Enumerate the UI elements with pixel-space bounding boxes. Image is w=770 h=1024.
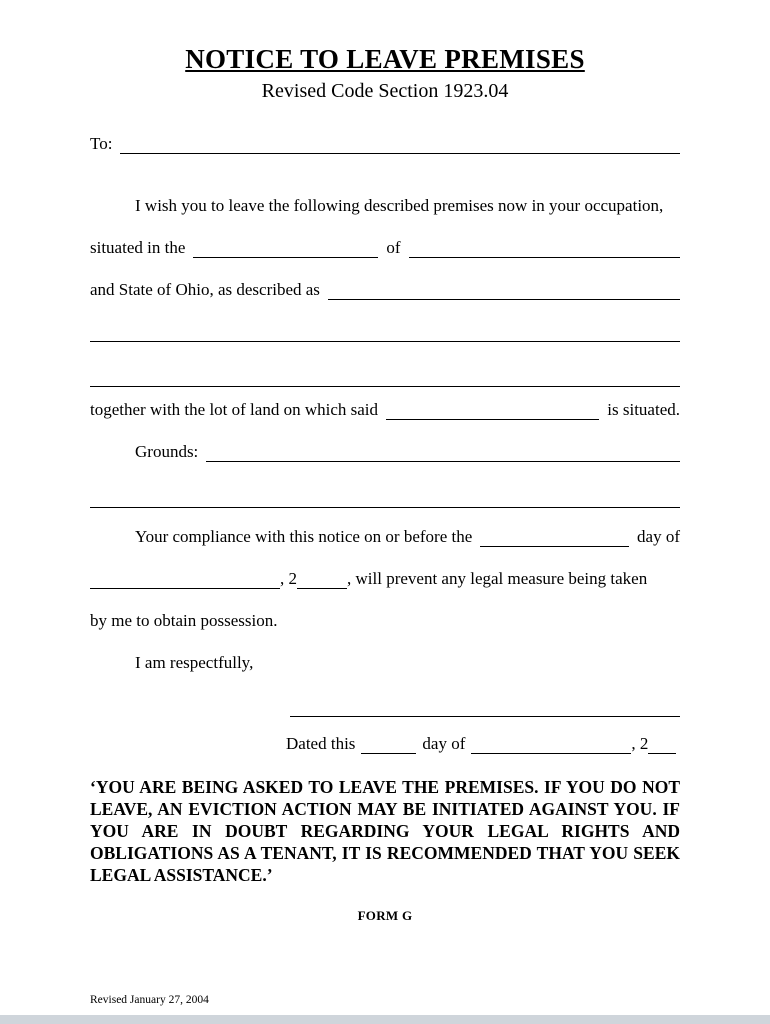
form-id-label: FORM G	[357, 907, 413, 923]
grounds-row	[90, 442, 680, 462]
page-bottom-edge	[0, 1015, 770, 1024]
prevent-label: , will prevent any legal measure being taken	[347, 568, 648, 588]
year-fill-line[interactable]	[297, 569, 347, 589]
signature-row	[90, 698, 680, 718]
description-fill-line-2[interactable]	[90, 322, 680, 342]
grounds-fill-line-1[interactable]	[206, 443, 680, 463]
county-fill-line[interactable]	[409, 238, 680, 258]
together-row	[90, 400, 680, 420]
dated-label: Dated this	[286, 734, 356, 754]
description-fill-line-3[interactable]	[90, 368, 680, 388]
township-fill-line[interactable]	[193, 238, 378, 258]
dated-year-fill-line[interactable]	[648, 735, 676, 755]
is-situated-label: is situated.	[607, 400, 680, 420]
dated-day-fill-line[interactable]	[361, 735, 416, 755]
grounds-fill-line-2[interactable]	[90, 488, 680, 508]
state-row	[90, 280, 680, 300]
blank-row-1	[90, 322, 680, 342]
compliance-day-fill-line[interactable]	[480, 527, 629, 547]
description-fill-line-1[interactable]	[328, 280, 680, 300]
revision-date-note: Revised January 27, 2004	[90, 994, 209, 1006]
premises-fill-line[interactable]	[386, 401, 599, 421]
dated-comma-two-label: , 2	[631, 734, 649, 754]
month-fill-line[interactable]	[90, 569, 280, 589]
signature-fill-line[interactable]	[290, 698, 680, 718]
state-label: and State of Ohio, as described as	[90, 280, 320, 299]
dated-row	[90, 734, 680, 754]
day-of-label: day of	[637, 526, 680, 546]
blank-row-2	[90, 368, 680, 388]
compliance-row	[90, 527, 680, 547]
to-row	[90, 134, 680, 154]
prevent-row	[90, 569, 680, 589]
grounds-label: Grounds:	[135, 442, 199, 462]
intro-row	[90, 196, 680, 216]
to-fill-line[interactable]	[120, 134, 680, 154]
together-label: together with the lot of land on which said	[90, 400, 378, 420]
situated-label: situated in the	[90, 238, 186, 257]
intro-text: I wish you to leave the following described premises now in your occupation,	[135, 196, 664, 215]
possession-row	[90, 611, 680, 631]
comma-two-label: , 2	[280, 568, 297, 588]
compliance-label: Your compliance with this notice on or before the	[135, 526, 473, 546]
blank-row-3	[90, 488, 680, 508]
respectfully-row	[90, 653, 680, 673]
possession-label: by me to obtain possession.	[90, 610, 278, 630]
page-subtitle: Revised Code Section 1923.04	[261, 80, 509, 102]
dated-month-fill-line[interactable]	[471, 735, 631, 755]
tenant-warning-text: ‘YOU ARE BEING ASKED TO LEAVE THE PREMISES. IF YOU DO NOT LEAVE, AN EVICTION ACTION MAY BE INITIATED AGAINST YOU. IF YOU ARE IN DOUBT REGARDING YOUR LEGAL RIGHTS AND OBLIGATIONS AS A TENANT, IT IS RECOMMENDED THAT YOU SEEK LEGAL ASSISTANCE.’	[90, 777, 680, 885]
respectfully-label: I am respectfully,	[135, 652, 254, 672]
dated-day-of-label: day of	[422, 734, 466, 754]
of-label: of	[386, 238, 401, 257]
page-title: NOTICE TO LEAVE PREMISES	[185, 44, 585, 74]
situated-row	[90, 238, 680, 258]
to-label: To:	[90, 134, 113, 153]
